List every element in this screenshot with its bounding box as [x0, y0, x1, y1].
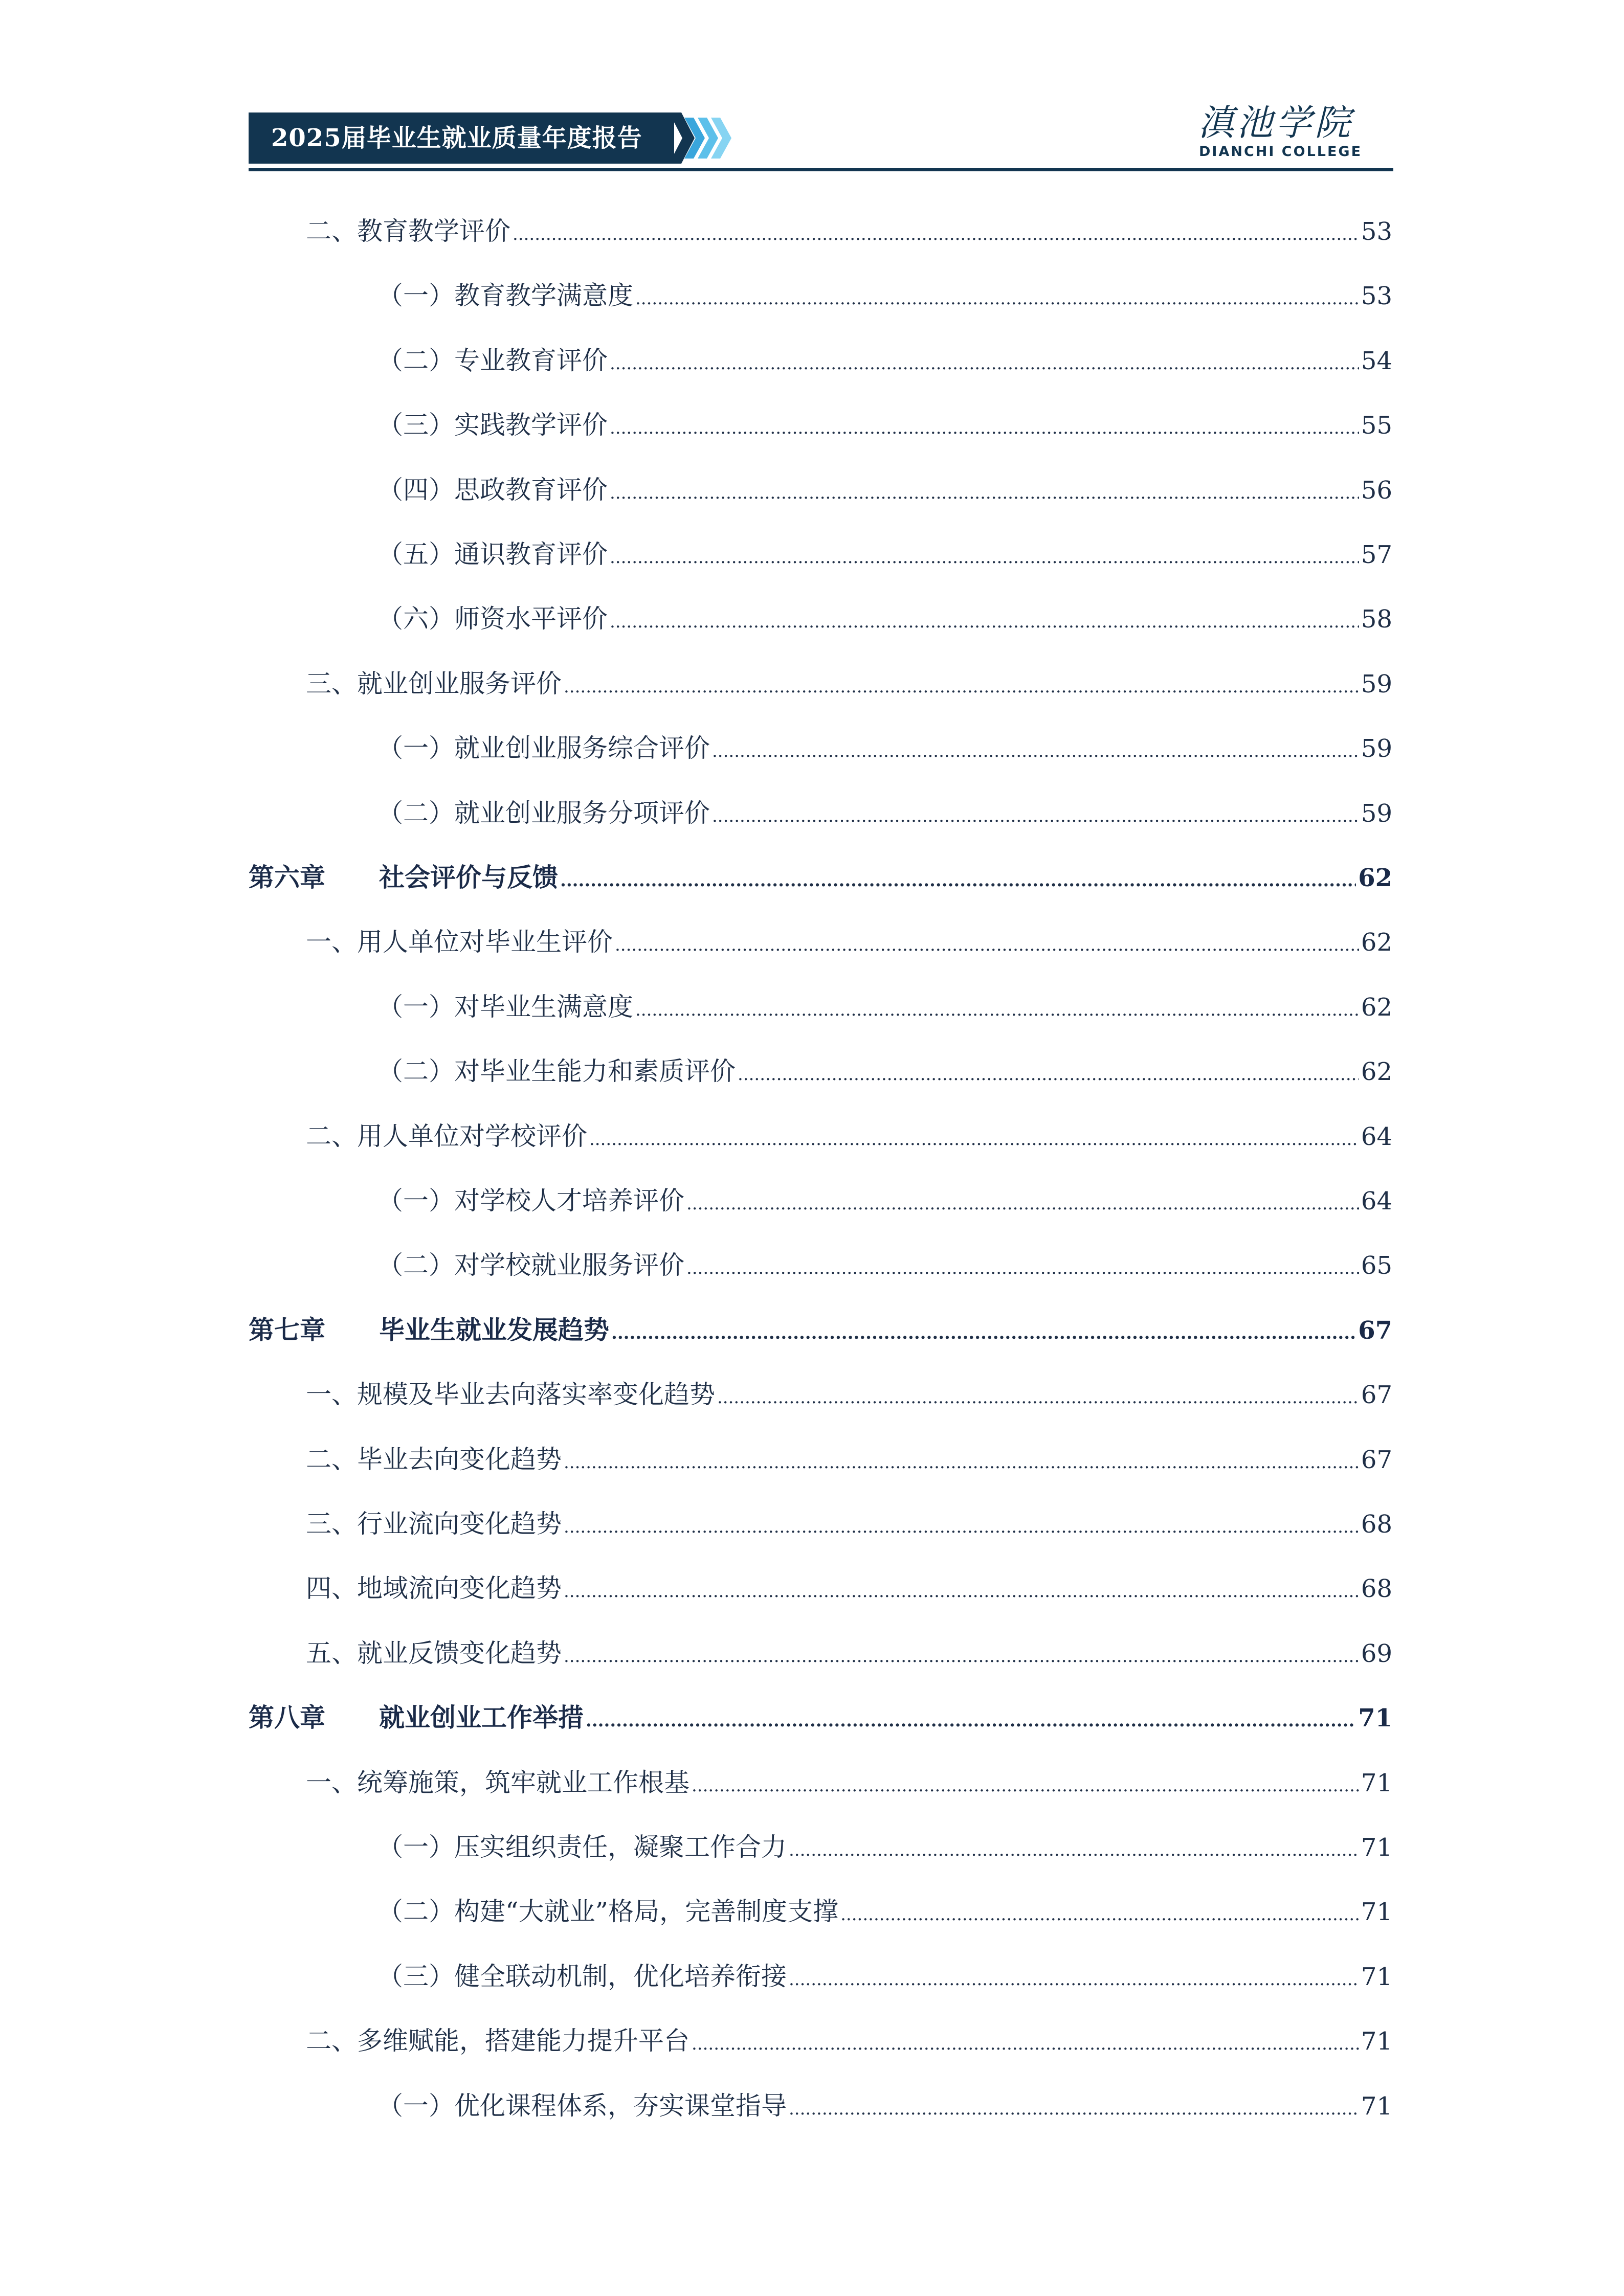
toc-entry[interactable] — [377, 598, 1392, 639]
toc-dot-leader — [564, 1636, 1359, 1677]
toc-entry-label: 就业创业工作举措 — [379, 1702, 584, 1732]
toc-dot-leader — [589, 1119, 1359, 1160]
toc-dot-leader — [610, 343, 1359, 384]
toc-dot-leader — [738, 1054, 1359, 1095]
toc-entry-label: （一）对学校人才培养评价 — [377, 1186, 684, 1215]
toc-entry-label: 四、地域流向变化趋势 — [306, 1573, 562, 1603]
toc-page-number: 71 — [1361, 2092, 1392, 2121]
toc-entry[interactable] — [306, 921, 1392, 962]
toc-entry[interactable] — [377, 275, 1392, 316]
toc-dot-leader — [611, 1313, 1356, 1354]
toc-entry-label: （二）专业教育评价 — [377, 346, 608, 375]
toc-dot-leader — [789, 2088, 1359, 2129]
toc-entry[interactable] — [377, 1827, 1392, 1867]
toc-page-number: 59 — [1361, 670, 1392, 699]
toc-entry-label: （二）对毕业生能力和素质评价 — [377, 1056, 736, 1086]
toc-dot-leader — [564, 1571, 1359, 1612]
toc-entry-label: 二、毕业去向变化趋势 — [306, 1445, 562, 1474]
toc-entry-label: （三）实践教学评价 — [377, 410, 608, 440]
toc-entry-label: （二）对学校就业服务评价 — [377, 1250, 684, 1280]
toc-page-number: 68 — [1361, 1510, 1392, 1539]
toc-dot-leader — [564, 666, 1359, 707]
toc-page-number: 59 — [1361, 799, 1392, 828]
toc-page-number: 64 — [1361, 1187, 1392, 1215]
header-rule — [249, 168, 1393, 171]
toc-page-number: 71 — [1361, 1898, 1392, 1926]
toc-entry-label: 五、就业反馈变化趋势 — [306, 1638, 562, 1668]
toc-page-number: 53 — [1361, 217, 1392, 246]
toc-dot-leader — [686, 1248, 1359, 1289]
toc-dot-leader — [789, 1830, 1359, 1871]
toc-dot-leader — [692, 1765, 1359, 1806]
toc-entry-label: （二）构建“大就业”格局，完善制度支撑 — [377, 1897, 839, 1926]
toc-chapter-entry[interactable] — [249, 857, 1392, 898]
toc-entry[interactable] — [306, 663, 1392, 704]
toc-page-number: 58 — [1361, 605, 1392, 634]
toc-dot-leader — [586, 1700, 1356, 1741]
toc-page-number: 62 — [1361, 1057, 1392, 1086]
toc-page-number: 54 — [1361, 347, 1392, 375]
toc-entry-label: （一）教育教学满意度 — [377, 281, 633, 310]
toc-entry-label: 毕业生就业发展趋势 — [379, 1315, 609, 1345]
toc-entry[interactable] — [377, 1051, 1392, 1092]
toc-page-number: 71 — [1361, 1769, 1392, 1797]
toc-entry[interactable] — [306, 1116, 1392, 1157]
toc-page-number: 69 — [1361, 1639, 1392, 1668]
toc-chapter-entry[interactable] — [249, 1697, 1392, 1738]
toc-entry[interactable] — [377, 793, 1392, 834]
toc-dot-leader — [564, 1506, 1359, 1547]
toc-dot-leader — [564, 1442, 1359, 1483]
toc-page-number: 62 — [1361, 993, 1392, 1022]
toc-entry-label: （一）就业创业服务综合评价 — [377, 733, 710, 763]
toc-page-number: 62 — [1358, 864, 1392, 892]
toc-entry-label: 三、行业流向变化趋势 — [306, 1509, 562, 1539]
toc-entry-label: 一、规模及毕业去向落实率变化趋势 — [306, 1380, 715, 1409]
toc-page-number: 64 — [1361, 1122, 1392, 1151]
toc-dot-leader — [610, 601, 1359, 642]
toc-entry[interactable] — [377, 469, 1392, 510]
toc-dot-leader — [840, 1894, 1359, 1935]
toc-chapter-entry[interactable] — [249, 1310, 1392, 1350]
toc-entry-label: 二、教育教学评价 — [306, 216, 510, 246]
toc-entry-label: （一）压实组织责任，凝聚工作合力 — [377, 1832, 787, 1862]
toc-entry[interactable] — [377, 1891, 1392, 1932]
toc-entry[interactable] — [306, 1503, 1392, 1544]
header-chevrons-icon — [669, 112, 736, 164]
toc-entry-label: 二、用人单位对学校评价 — [306, 1121, 587, 1151]
toc-dot-leader — [712, 731, 1359, 772]
toc-dot-leader — [513, 214, 1359, 255]
toc-chapter-number: 第八章 — [249, 1702, 325, 1732]
toc-entry-label: 一、用人单位对毕业生评价 — [306, 927, 613, 957]
college-logo-en: DIANCHI COLLEGE — [1199, 144, 1363, 160]
toc-dot-leader — [635, 278, 1359, 319]
toc-entry[interactable] — [306, 1374, 1392, 1415]
toc-entry-label: （二）就业创业服务分项评价 — [377, 798, 710, 828]
toc-page-number: 57 — [1361, 541, 1392, 569]
toc-entry-label: 一、统筹施策，筑牢就业工作根基 — [306, 1768, 689, 1797]
toc-page-number: 59 — [1361, 734, 1392, 763]
toc-entry[interactable] — [377, 986, 1392, 1027]
toc-page-number: 53 — [1361, 282, 1392, 310]
toc-dot-leader — [610, 537, 1359, 578]
toc-entry[interactable] — [377, 340, 1392, 381]
toc-page-number: 55 — [1361, 411, 1392, 440]
toc-entry-label: （四）思政教育评价 — [377, 475, 608, 505]
toc-dot-leader — [610, 472, 1359, 513]
toc-dot-leader — [615, 925, 1359, 965]
toc-entry-label: （五）通识教育评价 — [377, 539, 608, 569]
toc-page-number: 71 — [1361, 1963, 1392, 1991]
toc-dot-leader — [635, 989, 1359, 1030]
toc-page-number: 71 — [1358, 1704, 1392, 1732]
toc-entry-label: （三）健全联动机制，优化培养衔接 — [377, 1962, 787, 1991]
toc-entry[interactable] — [306, 1762, 1392, 1803]
toc-entry-label: （一）对毕业生满意度 — [377, 992, 633, 1022]
toc-entry[interactable] — [377, 1956, 1392, 1997]
toc-entry-label: 三、就业创业服务评价 — [306, 669, 562, 699]
toc-page-number: 65 — [1361, 1251, 1392, 1280]
header-title: 2025届毕业生就业质量年度报告 — [271, 124, 642, 152]
toc-entry[interactable] — [377, 728, 1392, 769]
toc-chapter-number: 第六章 — [249, 862, 325, 892]
toc-dot-leader — [610, 408, 1359, 448]
toc-entry-label: 二、多维赋能，搭建能力提升平台 — [306, 2026, 689, 2056]
toc-dot-leader — [686, 1183, 1359, 1224]
toc-entry[interactable] — [377, 2085, 1392, 2126]
toc-entry-label: （一）优化课程体系，夯实课堂指导 — [377, 2091, 787, 2121]
toc-dot-leader — [692, 2023, 1359, 2064]
toc-entry[interactable] — [377, 404, 1392, 445]
toc-entry[interactable] — [306, 1439, 1392, 1480]
toc-entry[interactable] — [306, 211, 1392, 252]
toc-page-number: 67 — [1361, 1381, 1392, 1409]
toc-page-number: 67 — [1358, 1316, 1392, 1345]
toc-entry[interactable] — [377, 1180, 1392, 1221]
toc-page-number: 71 — [1361, 1833, 1392, 1862]
toc-entry[interactable] — [306, 1568, 1392, 1609]
toc-entry-label: 社会评价与反馈 — [379, 862, 558, 892]
toc-entry[interactable] — [377, 534, 1392, 575]
toc-page-number: 62 — [1361, 928, 1392, 957]
toc-entry[interactable] — [377, 1245, 1392, 1286]
toc-dot-leader — [717, 1377, 1359, 1418]
toc-dot-leader — [789, 1959, 1359, 2000]
college-logo-cn: 滇池学院 — [1198, 102, 1353, 144]
toc-page-number: 67 — [1361, 1446, 1392, 1474]
toc-dot-leader — [712, 796, 1359, 837]
toc-chapter-number: 第七章 — [249, 1315, 325, 1345]
toc-entry[interactable] — [306, 2020, 1392, 2061]
toc-page-number: 68 — [1361, 1574, 1392, 1603]
toc-page-number: 56 — [1361, 476, 1392, 505]
toc-entry-label: （六）师资水平评价 — [377, 604, 608, 634]
toc-entry[interactable] — [306, 1633, 1392, 1674]
toc-dot-leader — [560, 860, 1356, 901]
toc-page-number: 71 — [1361, 2027, 1392, 2056]
